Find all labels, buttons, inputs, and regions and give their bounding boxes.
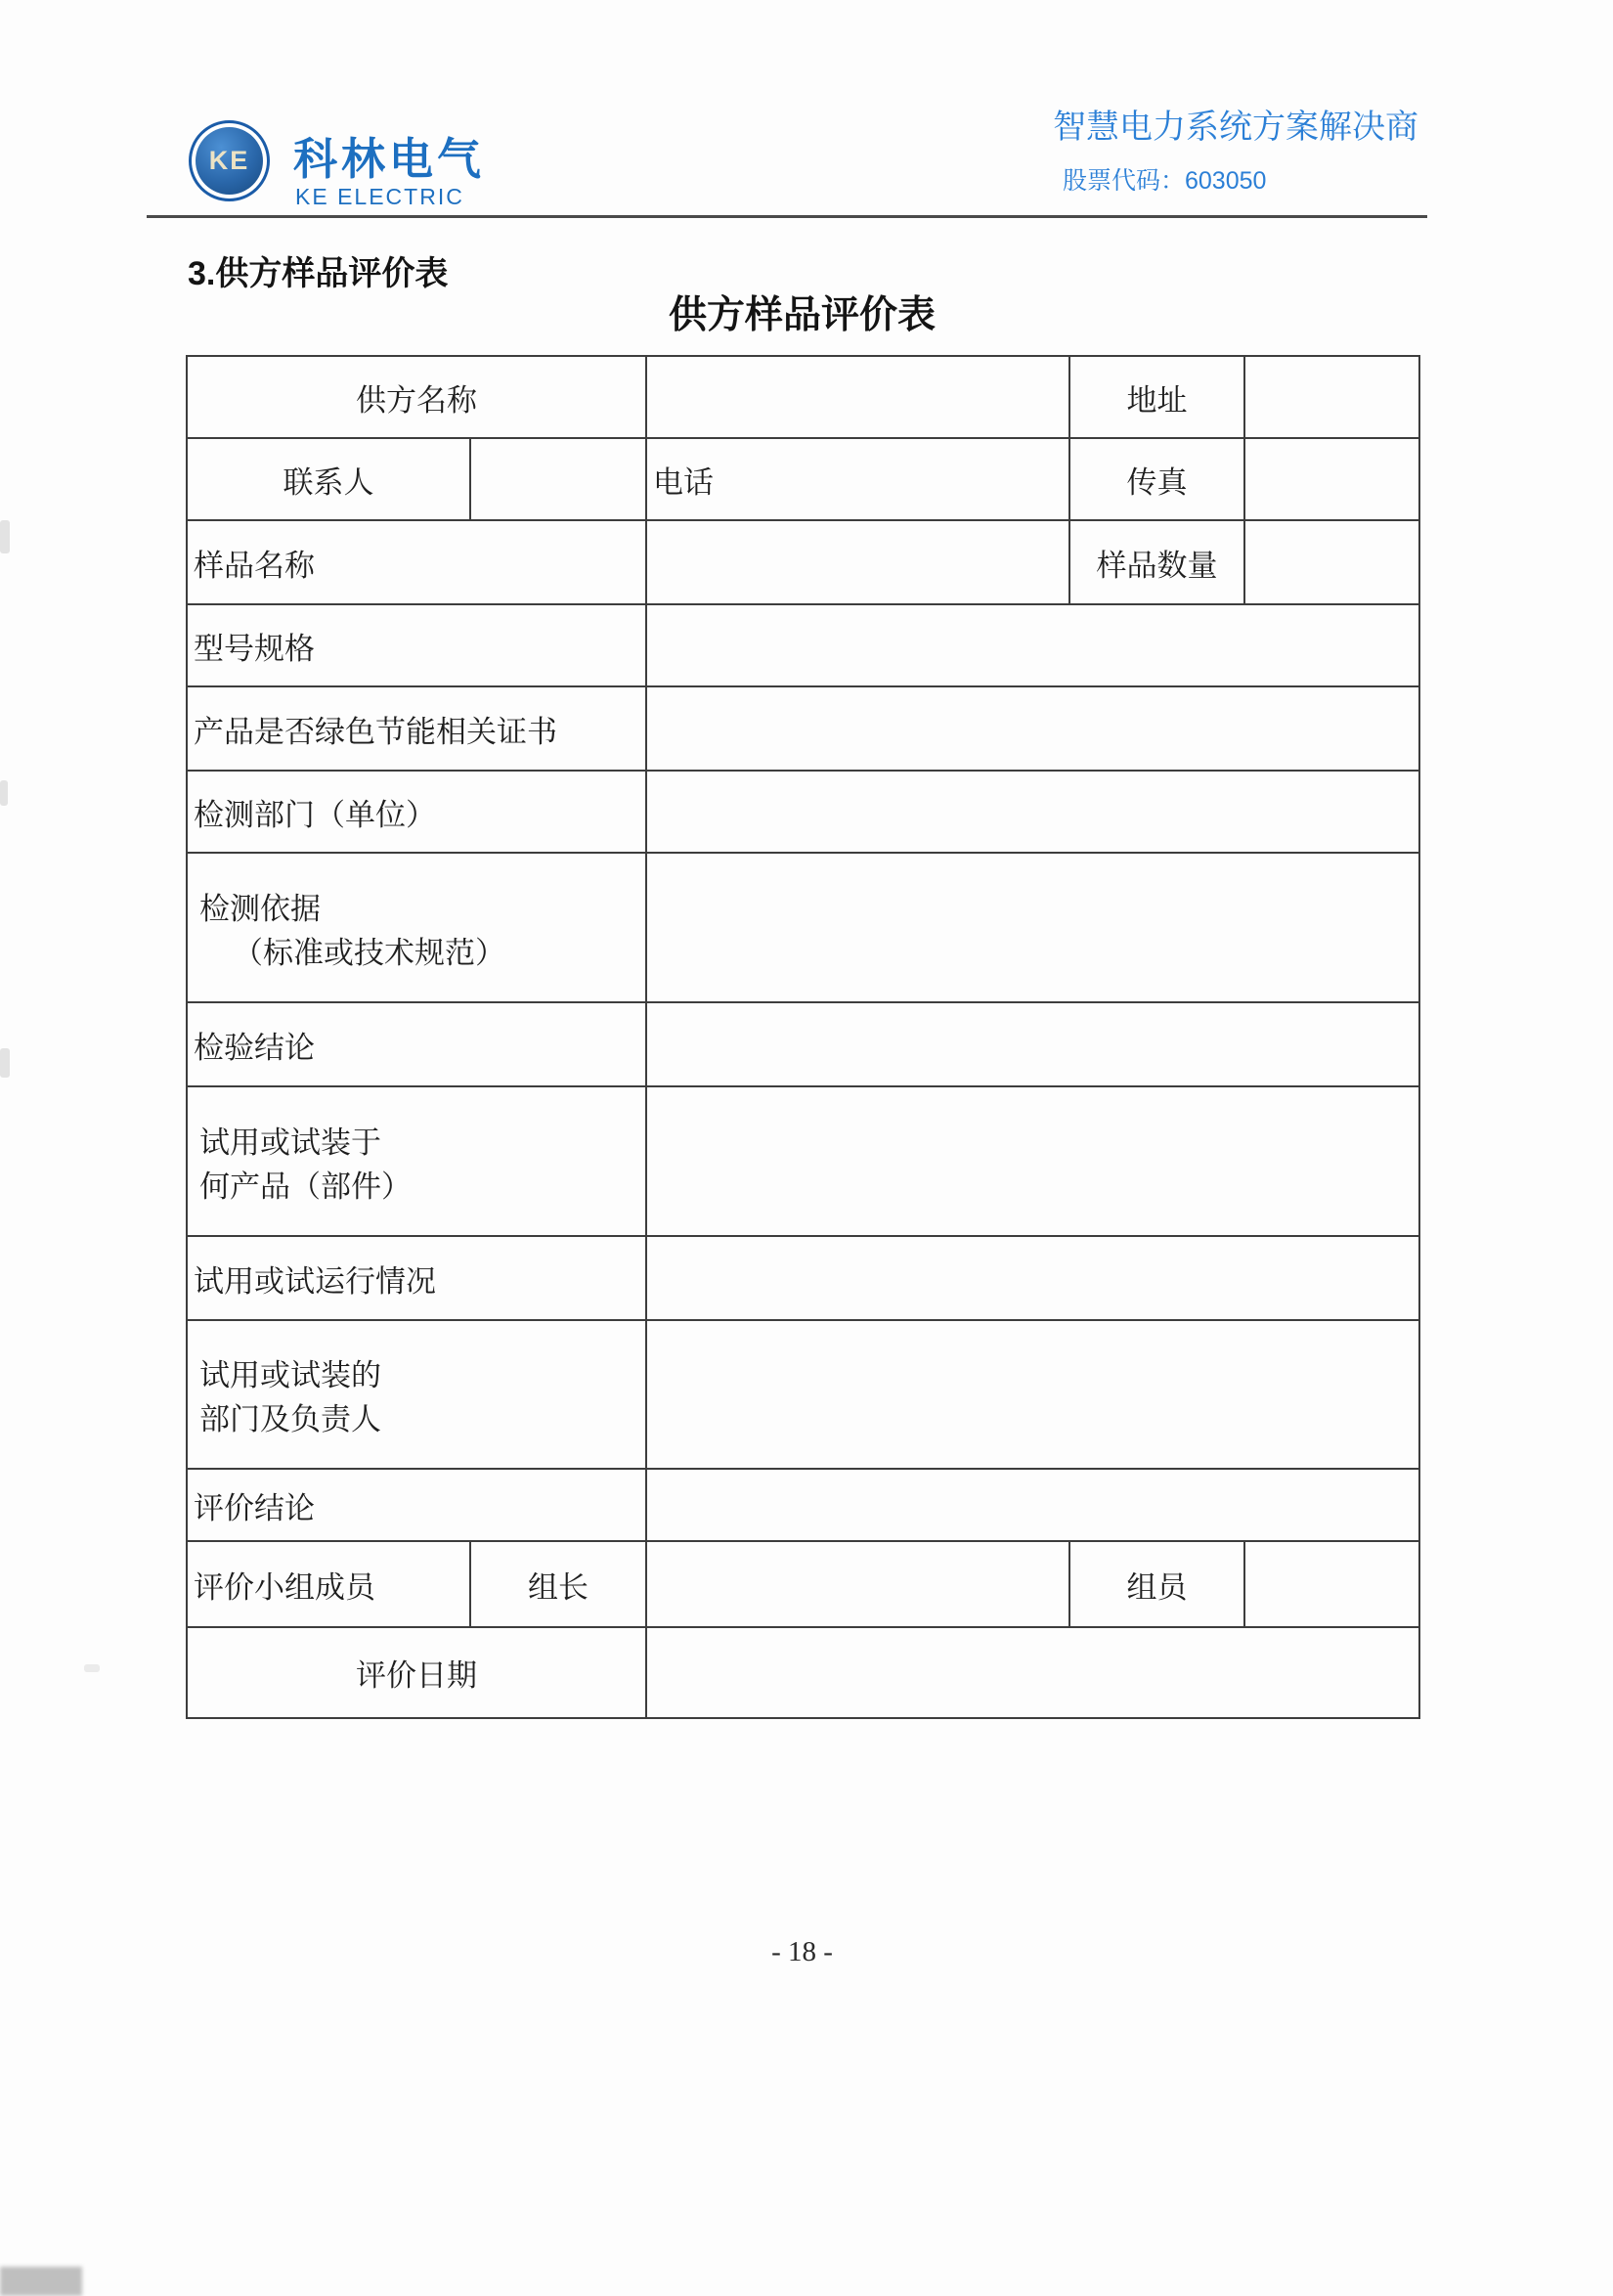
green-energy-cert-value-cell [646,686,1419,771]
trial-department-label-line2: 部门及负责人 [199,1402,381,1436]
model-spec-label: 型号规格 [187,604,646,686]
trial-department-label-line1: 试用或试装的 [199,1358,381,1392]
test-basis-value-cell [646,853,1419,1002]
table-row [187,1627,1419,1718]
trial-product-label-line2: 何产品（部件） [199,1169,412,1204]
evaluation-conclusion-value-cell [646,1469,1419,1541]
trial-operation-value-cell [646,1236,1419,1320]
trial-product-label [187,1086,646,1236]
team-leader-label: 组长 [470,1541,646,1627]
table-row [187,1469,1419,1541]
page-number: - 18 - [771,1936,833,1967]
form-title: 供方样品评价表 [668,294,936,336]
test-basis-label-line1: 检测依据 [199,891,321,926]
team-member-label: 组员 [1069,1541,1244,1627]
supplier-sample-evaluation-table [186,355,1420,1719]
model-spec-value-cell [646,604,1419,686]
company-name-zh: 科林电气 [293,134,486,184]
address-value-cell [1244,356,1419,438]
supplier-name-label: 供方名称 [187,356,646,438]
table-row [187,853,1419,1002]
table-row [187,771,1419,853]
test-department-label: 检测部门（单位） [187,771,646,853]
sample-quantity-label: 样品数量 [1069,520,1244,604]
scan-edge-mark [84,1664,100,1672]
contact-person-label: 联系人 [187,438,470,520]
header-slogan: 智慧电力系统方案解决商 [1053,109,1418,146]
sample-name-value-cell [646,520,1069,604]
team-member-value-cell [1244,1541,1419,1627]
trial-department-label [187,1320,646,1469]
table-row [187,1320,1419,1469]
trial-product-value-cell [646,1086,1419,1236]
scan-edge-mark [0,780,8,806]
company-name-en: KE ELECTRIC [295,184,464,209]
fax-label: 传真 [1069,438,1244,520]
test-basis-label-line2: （标准或技术规范） [233,935,505,970]
sample-name-label: 样品名称 [187,520,646,604]
trial-department-value-cell [646,1320,1419,1469]
inspection-conclusion-label: 检验结论 [187,1002,646,1086]
scan-edge-mark [0,1048,10,1078]
table-row [187,520,1419,604]
table-row [187,1086,1419,1236]
evaluation-team-label: 评价小组成员 [187,1541,470,1627]
test-department-value-cell [646,771,1419,853]
evaluation-date-label: 评价日期 [187,1627,646,1718]
fax-value-cell [1244,438,1419,520]
team-leader-value-cell [646,1541,1069,1627]
sample-quantity-value-cell [1244,520,1419,604]
scan-edge-mark [0,520,10,553]
inspection-conclusion-value-cell [646,1002,1419,1086]
table-row [187,1541,1419,1627]
trial-product-label-line1: 试用或试装于 [199,1125,381,1160]
phone-label: 电话 [646,438,1069,520]
table-row [187,438,1419,520]
evaluation-date-value-cell [646,1627,1419,1718]
logo-badge-text: KE [208,146,250,175]
address-label: 地址 [1069,356,1244,438]
table-row [187,1002,1419,1086]
evaluation-conclusion-label: 评价结论 [187,1469,646,1541]
stock-code: 股票代码：603050 [1063,167,1267,195]
table-row [187,686,1419,771]
test-basis-label [187,853,646,1002]
header-divider [147,215,1427,218]
table-row [187,604,1419,686]
table-row [187,1236,1419,1320]
trial-operation-label: 试用或试运行情况 [187,1236,646,1320]
supplier-name-value-cell [646,356,1069,438]
section-heading: 3.供方样品评价表 [188,255,449,292]
table-row [187,356,1419,438]
contact-person-value-cell [470,438,646,520]
scan-smudge [0,2267,82,2296]
green-energy-cert-label: 产品是否绿色节能相关证书 [187,686,646,771]
